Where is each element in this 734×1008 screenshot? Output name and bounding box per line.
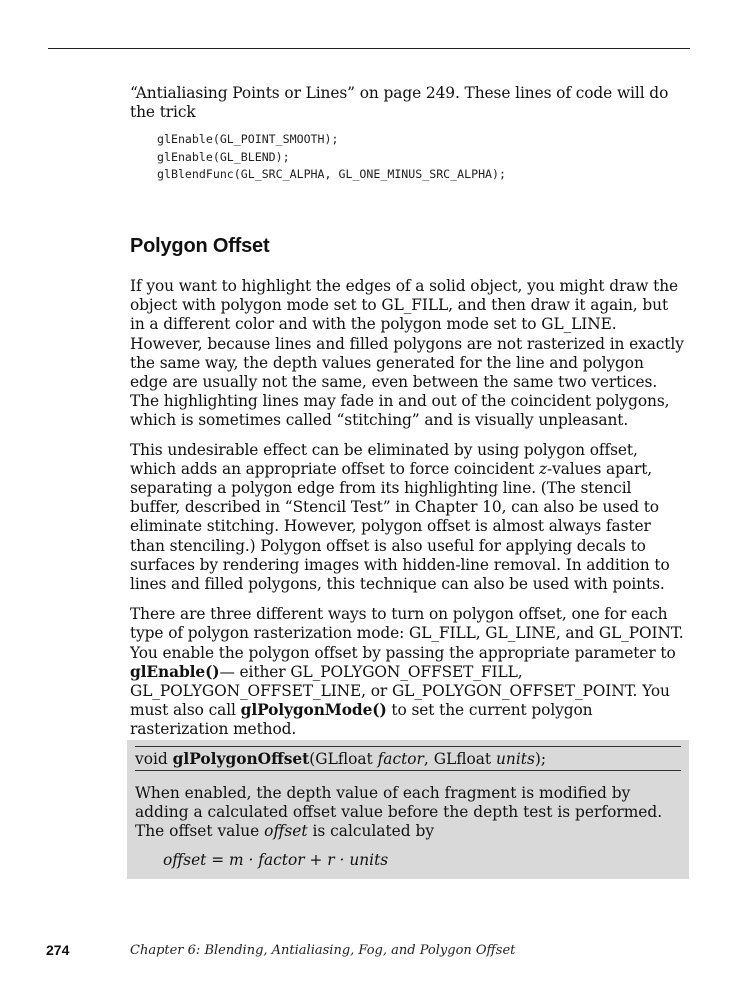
page-number: 274: [46, 942, 70, 958]
code-line: glBlendFunc(GL_SRC_ALPHA, GL_ONE_MINUS_SRC_ALPHA);: [157, 167, 507, 182]
function-name-glenable: glEnable(): [130, 662, 220, 681]
sig-param-units: units: [496, 750, 535, 768]
text-run: When enabled, the depth value of each fragment is modified by adding a calculated offset value before the depth test is performed. The offset value: [135, 784, 663, 841]
page-body: [130, 84, 686, 740]
code-block: [157, 131, 686, 184]
text-run: to set the current polygon rasterization method.: [130, 701, 593, 739]
text-run: There are three different ways to turn on polygon offset, one for each type of polygon rasterization mode: GL_FILL, GL_LINE, and GL_POINT. You enable the polygon offset by passing the appropriate parameter to: [130, 605, 684, 662]
function-signature: [135, 750, 546, 769]
running-footer: Chapter 6: Blending, Antialiasing, Fog, and Polygon Offset: [130, 943, 516, 958]
function-reference-box: [127, 740, 689, 879]
continuation-paragraph: “Antialiasing Points or Lines” on page 249. These lines of code will do the trick: [130, 84, 669, 122]
sig-text: , GLfloat: [423, 750, 497, 768]
sig-text: (GLfloat: [309, 750, 378, 768]
function-name-glpolygonmode: glPolygonMode(): [240, 701, 387, 720]
text-run: — either GL_POLYGON_OFFSET_FILL, GL_POLYGON_OFFSET_LINE, or GL_POLYGON_OFFSET_POINT. You must also call: [130, 662, 670, 720]
offset-formula: offset = m · factor + r · units: [163, 851, 389, 869]
italic-z: z: [539, 459, 548, 478]
text-run: This undesirable effect can be eliminated by using polygon offset, which adds an appropriate offset to force coincident: [130, 440, 638, 478]
italic-offset: offset: [264, 822, 308, 841]
sig-function-name: glPolygonOffset: [172, 750, 310, 768]
code-line: glEnable(GL_POINT_SMOOTH);: [157, 132, 339, 147]
function-description: [135, 784, 683, 842]
text-run: -values apart, separating a polygon edge from its highlighting line. (The stencil buffer, described in “Stencil Test” in Chapter 10, can also be used to eliminate stitching. However, polygon offset is almost always faster than stenciling.) Polygon offset is also useful for applying decals to surfaces by rendering images with hidden-line removal. In addition to lines and filled polygons, this technique can also be used with points.: [130, 459, 670, 593]
paragraph-2: [130, 441, 686, 595]
text-run: is calculated by: [307, 822, 435, 841]
sig-return-type: void: [135, 750, 173, 768]
box-signature-rule: [135, 770, 681, 771]
code-line: glEnable(GL_BLEND);: [157, 149, 290, 164]
paragraph-1: If you want to highlight the edges of a solid object, you might draw the object with polygon mode set to GL_FILL, and then draw it again, but in a different color and with the polygon mode set to GL_LINE. However, because lines and filled polygons are not rasterized in exactly the same way, the depth values generated for the line and polygon edge are usually not the same, even between the same two vertices. The highlighting lines may fade in and out of the coincident polygons, which is sometimes called “stitching” and is visually unpleasant.: [130, 276, 684, 430]
sig-text: );: [534, 750, 547, 768]
sig-param-factor: factor: [377, 750, 424, 768]
section-heading: Polygon Offset: [130, 234, 270, 257]
box-top-rule: [135, 746, 681, 747]
top-rule: [48, 48, 690, 49]
paragraph-3: [130, 605, 686, 739]
